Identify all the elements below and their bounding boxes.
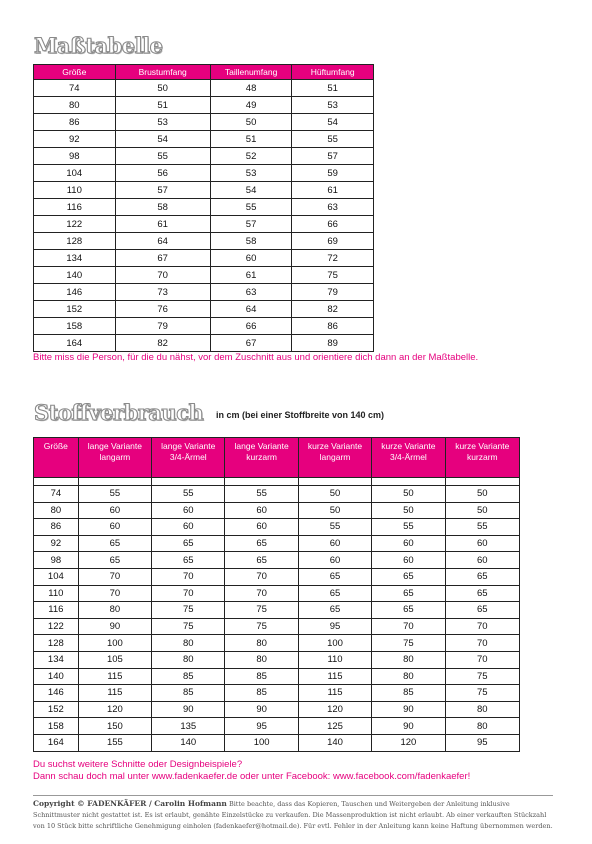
table-cell: 55 (152, 486, 225, 503)
table-cell: 51 (115, 97, 210, 114)
table-cell: 65 (78, 535, 151, 552)
table-row (34, 618, 520, 635)
footer-text: Bitte beachte, dass das Kopieren, Tauschen und Weitergeben der Anleitung inklusive Schnittmuster nicht gestattet ist. Es ist erlaubt, genähte Einzelstücke zu verkaufen. Die Massenproduktion ist nicht erlaubt. Ab einer verkauften Stückzahl von 10 Stück bitte schriftliche Genehmigung einholen (fadenkaefer@hotmail.de). Für evtl. Fehler in der Anleitung kann keine Haftung übernommen werden. (33, 800, 553, 830)
footer-copyright: Copyright © FADENKÄFER / Carolin Hofmann (33, 799, 227, 808)
header-line: kurze Variante (381, 441, 436, 451)
table-cell: 75 (292, 267, 374, 284)
table-cell: 53 (115, 114, 210, 131)
table-cell: 90 (152, 701, 225, 718)
fabric-table-header-cell (78, 438, 151, 478)
table-cell: 104 (34, 165, 116, 182)
table-cell: 60 (445, 535, 519, 552)
table-cell: 75 (445, 685, 519, 702)
table-cell: 65 (225, 552, 298, 569)
table-cell: 85 (152, 685, 225, 702)
table-cell: 85 (225, 685, 298, 702)
header-line: 3/4-Ärmel (389, 452, 427, 462)
table-cell: 61 (292, 182, 374, 199)
table-cell: 55 (292, 131, 374, 148)
table-cell: 86 (34, 114, 116, 131)
header-line: langarm (319, 452, 351, 462)
table-row (34, 318, 374, 335)
table-cell: 70 (78, 585, 151, 602)
size-table-header-cell: Größe (34, 65, 116, 80)
table-cell: 61 (210, 267, 292, 284)
table-row (34, 552, 520, 569)
table-cell: 60 (225, 519, 298, 536)
table-cell: 65 (152, 535, 225, 552)
table-cell: 51 (210, 131, 292, 148)
table-cell: 125 (298, 718, 371, 735)
fabric-table-header-cell (152, 438, 225, 478)
table-row (34, 502, 520, 519)
table-cell: 58 (115, 199, 210, 216)
spacer-cell (34, 478, 79, 486)
table-row (34, 685, 520, 702)
fabric-table-header-cell (298, 438, 371, 478)
table-cell: 48 (210, 80, 292, 97)
table-row (34, 148, 374, 165)
table-cell: 63 (292, 199, 374, 216)
table-cell: 95 (298, 618, 371, 635)
table-cell: 152 (34, 701, 79, 718)
table-cell: 60 (372, 552, 445, 569)
more-patterns-note: Du suchst weitere Schnitte oder Designbeispiele? (33, 759, 243, 770)
table-row (34, 182, 374, 199)
table-cell: 86 (34, 519, 79, 536)
table-cell: 80 (445, 701, 519, 718)
table-cell: 60 (78, 502, 151, 519)
table-cell: 49 (210, 97, 292, 114)
table-cell: 54 (210, 182, 292, 199)
table-cell: 60 (445, 552, 519, 569)
spacer-cell (372, 478, 445, 486)
fabric-table-header-cell (372, 438, 445, 478)
table-cell: 55 (372, 519, 445, 536)
table-cell: 70 (445, 618, 519, 635)
footer (33, 798, 553, 832)
table-row (34, 97, 374, 114)
table-cell: 105 (78, 651, 151, 668)
table-cell: 75 (445, 668, 519, 685)
table-cell: 155 (78, 734, 151, 751)
table-cell: 50 (298, 502, 371, 519)
table-cell: 128 (34, 233, 116, 250)
header-line: kurze Variante (455, 441, 510, 451)
table-row (34, 267, 374, 284)
table-cell: 70 (152, 585, 225, 602)
table-cell: 70 (115, 267, 210, 284)
table-cell: 95 (225, 718, 298, 735)
table-cell: 53 (292, 97, 374, 114)
fabric-table-body (34, 478, 520, 752)
table-cell: 57 (210, 216, 292, 233)
table-row (34, 718, 520, 735)
table-cell: 55 (298, 519, 371, 536)
table-cell: 80 (152, 651, 225, 668)
table-cell: 86 (292, 318, 374, 335)
spacer-cell (298, 478, 371, 486)
table-cell: 158 (34, 718, 79, 735)
table-cell: 115 (78, 668, 151, 685)
table-cell: 60 (225, 502, 298, 519)
table-row (34, 80, 374, 97)
fabric-table-header-cell (225, 438, 298, 478)
table-row (34, 114, 374, 131)
spacer-cell (152, 478, 225, 486)
table-cell: 50 (445, 486, 519, 503)
table-cell: 85 (372, 685, 445, 702)
table-cell: 65 (78, 552, 151, 569)
table-row (34, 585, 520, 602)
table-cell: 80 (372, 651, 445, 668)
table-cell: 164 (34, 335, 116, 352)
table-row (34, 668, 520, 685)
table-cell: 60 (152, 519, 225, 536)
fabric-table-subtitle: in cm (bei einer Stoffbreite von 140 cm) (216, 410, 385, 420)
table-row (34, 250, 374, 267)
table-cell: 85 (152, 668, 225, 685)
table-row (34, 519, 520, 536)
table-cell: 80 (78, 602, 151, 619)
table-cell: 65 (372, 602, 445, 619)
header-line: lange Variante (234, 441, 289, 451)
table-cell: 73 (115, 284, 210, 301)
table-cell: 50 (372, 486, 445, 503)
table-cell: 92 (34, 535, 79, 552)
table-cell: 70 (445, 651, 519, 668)
table-cell: 59 (292, 165, 374, 182)
table-cell: 60 (298, 535, 371, 552)
table-cell: 54 (292, 114, 374, 131)
table-cell: 55 (225, 486, 298, 503)
table-cell: 50 (210, 114, 292, 131)
fabric-table-title: Stoffverbrauch (34, 400, 204, 425)
table-cell: 146 (34, 685, 79, 702)
table-cell: 120 (298, 701, 371, 718)
table-cell: 80 (445, 718, 519, 735)
table-cell: 116 (34, 199, 116, 216)
table-cell: 65 (372, 585, 445, 602)
table-cell: 50 (445, 502, 519, 519)
table-cell: 90 (372, 718, 445, 735)
table-cell: 70 (372, 618, 445, 635)
table-cell: 110 (34, 585, 79, 602)
footer-divider (33, 795, 553, 796)
table-cell: 152 (34, 301, 116, 318)
table-cell: 75 (152, 602, 225, 619)
header-line: kurzarm (246, 452, 277, 462)
table-row (34, 734, 520, 751)
table-cell: 52 (210, 148, 292, 165)
table-cell: 76 (115, 301, 210, 318)
table-cell: 53 (210, 165, 292, 182)
website-link-note: Dann schau doch mal unter www.fadenkaefer.de oder unter Facebook: www.facebook.com/fadenkaefer! (33, 771, 471, 782)
table-cell: 128 (34, 635, 79, 652)
table-cell: 64 (115, 233, 210, 250)
table-cell: 60 (372, 535, 445, 552)
table-cell: 98 (34, 148, 116, 165)
table-cell: 85 (225, 668, 298, 685)
table-cell: 67 (115, 250, 210, 267)
table-cell: 120 (372, 734, 445, 751)
table-cell: 79 (115, 318, 210, 335)
size-table-header-cell: Brustumfang (115, 65, 210, 80)
table-cell: 74 (34, 486, 79, 503)
table-cell: 134 (34, 250, 116, 267)
table-cell: 100 (78, 635, 151, 652)
header-line: lange Variante (161, 441, 216, 451)
header-line: lange Variante (87, 441, 142, 451)
table-cell: 55 (445, 519, 519, 536)
table-cell: 140 (298, 734, 371, 751)
table-cell: 80 (225, 635, 298, 652)
table-cell: 50 (298, 486, 371, 503)
table-row (34, 131, 374, 148)
table-cell: 89 (292, 335, 374, 352)
table-cell: 90 (78, 618, 151, 635)
table-cell: 135 (152, 718, 225, 735)
table-cell: 75 (225, 618, 298, 635)
table-cell: 65 (152, 552, 225, 569)
fabric-table (33, 437, 520, 752)
table-cell: 70 (445, 635, 519, 652)
table-row (34, 284, 374, 301)
measure-note: Bitte miss die Person, für die du nähst, vor dem Zuschnitt aus und orientiere dich dann an der Maßtabelle. (33, 352, 479, 363)
spacer-cell (445, 478, 519, 486)
header-line: langarm (99, 452, 131, 462)
table-cell: 60 (298, 552, 371, 569)
spacer-cell (225, 478, 298, 486)
table-row (34, 335, 374, 352)
table-spacer-row (34, 478, 520, 486)
table-cell: 134 (34, 651, 79, 668)
table-cell: 122 (34, 618, 79, 635)
table-cell: 74 (34, 80, 116, 97)
table-cell: 55 (115, 148, 210, 165)
table-cell: 69 (292, 233, 374, 250)
table-row (34, 216, 374, 233)
table-cell: 65 (445, 568, 519, 585)
fabric-table-header-cell (34, 438, 79, 478)
table-cell: 70 (225, 585, 298, 602)
table-cell: 116 (34, 602, 79, 619)
table-row (34, 602, 520, 619)
table-cell: 65 (445, 585, 519, 602)
table-cell: 72 (292, 250, 374, 267)
table-cell: 146 (34, 284, 116, 301)
table-cell: 104 (34, 568, 79, 585)
table-cell: 110 (34, 182, 116, 199)
table-cell: 70 (225, 568, 298, 585)
table-cell: 115 (78, 685, 151, 702)
table-cell: 50 (372, 502, 445, 519)
table-cell: 65 (372, 568, 445, 585)
table-cell: 65 (298, 568, 371, 585)
size-table (33, 64, 374, 352)
table-row (34, 301, 374, 318)
table-cell: 80 (372, 668, 445, 685)
table-cell: 164 (34, 734, 79, 751)
header-line: kurzarm (466, 452, 498, 462)
size-table-body (34, 80, 374, 352)
table-cell: 95 (445, 734, 519, 751)
header-line: kurze Variante (307, 441, 363, 451)
table-cell: 60 (210, 250, 292, 267)
table-cell: 82 (115, 335, 210, 352)
table-cell: 80 (225, 651, 298, 668)
fabric-table-header-cell (445, 438, 519, 478)
table-cell: 65 (445, 602, 519, 619)
table-cell: 140 (34, 267, 116, 284)
table-row (34, 568, 520, 585)
table-cell: 55 (78, 486, 151, 503)
table-row (34, 635, 520, 652)
table-cell: 70 (78, 568, 151, 585)
table-cell: 57 (115, 182, 210, 199)
table-cell: 90 (372, 701, 445, 718)
table-cell: 115 (298, 685, 371, 702)
table-cell: 55 (210, 199, 292, 216)
header-line: 3/4-Ärmel (169, 452, 207, 462)
table-cell: 64 (210, 301, 292, 318)
table-row (34, 535, 520, 552)
table-cell: 158 (34, 318, 116, 335)
table-cell: 150 (78, 718, 151, 735)
table-cell: 80 (34, 502, 79, 519)
table-row (34, 486, 520, 503)
table-cell: 100 (225, 734, 298, 751)
table-cell: 75 (372, 635, 445, 652)
table-cell: 75 (225, 602, 298, 619)
table-cell: 92 (34, 131, 116, 148)
table-cell: 120 (78, 701, 151, 718)
table-cell: 82 (292, 301, 374, 318)
table-row (34, 701, 520, 718)
table-cell: 50 (115, 80, 210, 97)
table-cell: 80 (152, 635, 225, 652)
table-cell: 98 (34, 552, 79, 569)
size-table-header-row (34, 65, 374, 80)
header-line: Größe (43, 441, 68, 451)
table-row (34, 651, 520, 668)
table-cell: 60 (152, 502, 225, 519)
table-cell: 122 (34, 216, 116, 233)
table-cell: 115 (298, 668, 371, 685)
table-cell: 65 (225, 535, 298, 552)
table-cell: 65 (298, 585, 371, 602)
table-cell: 58 (210, 233, 292, 250)
table-cell: 51 (292, 80, 374, 97)
table-cell: 65 (298, 602, 371, 619)
table-row (34, 165, 374, 182)
table-cell: 66 (292, 216, 374, 233)
table-cell: 79 (292, 284, 374, 301)
table-row (34, 199, 374, 216)
table-cell: 67 (210, 335, 292, 352)
size-table-header-cell: Hüftumfang (292, 65, 374, 80)
table-cell: 140 (34, 668, 79, 685)
table-cell: 56 (115, 165, 210, 182)
table-cell: 54 (115, 131, 210, 148)
table-cell: 100 (298, 635, 371, 652)
table-cell: 63 (210, 284, 292, 301)
table-cell: 75 (152, 618, 225, 635)
table-cell: 61 (115, 216, 210, 233)
table-cell: 110 (298, 651, 371, 668)
table-cell: 57 (292, 148, 374, 165)
size-table-title: Maßtabelle (34, 33, 163, 58)
table-cell: 60 (78, 519, 151, 536)
table-cell: 66 (210, 318, 292, 335)
table-cell: 90 (225, 701, 298, 718)
table-cell: 70 (152, 568, 225, 585)
fabric-table-header-row (34, 438, 520, 478)
table-cell: 140 (152, 734, 225, 751)
size-table-header-cell: Taillenumfang (210, 65, 292, 80)
table-cell: 80 (34, 97, 116, 114)
table-row (34, 233, 374, 250)
spacer-cell (78, 478, 151, 486)
